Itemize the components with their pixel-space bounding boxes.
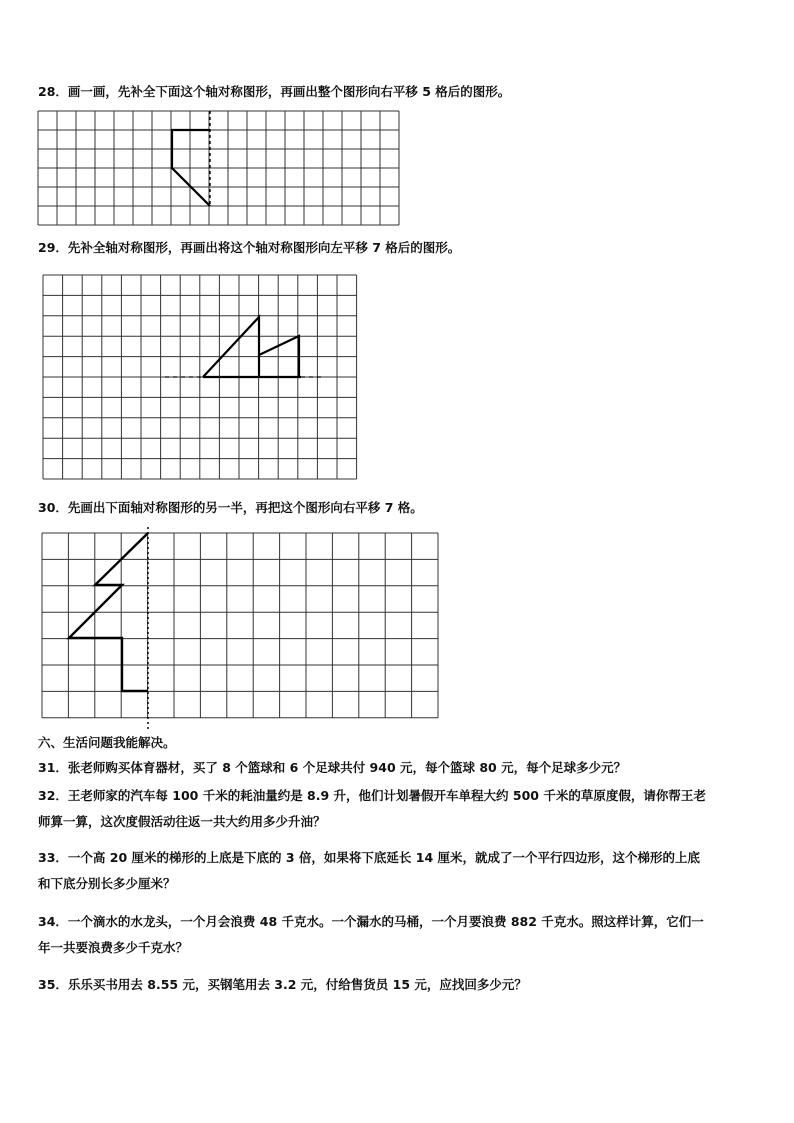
question-35: 35．乐乐买书用去 8.55 元，买钢笔用去 3.2 元，付给售货员 15 元，应找回多少元？ bbox=[38, 977, 527, 992]
question-28: 28．画一画，先补全下面这个轴对称图形，再画出整个图形向右平移 5 格后的图形。 bbox=[38, 84, 511, 99]
grid-q28[interactable] bbox=[38, 111, 400, 227]
question-34 bbox=[38, 909, 758, 961]
question-29: 29．先补全轴对称图形，再画出将这个轴对称图形向左平移 7 格后的图形。 bbox=[38, 240, 461, 255]
question-31: 31．张老师购买体育器材，买了 8 个篮球和 6 个足球共付 940 元，每个篮球 80 元，每个足球多少元？ bbox=[38, 760, 627, 775]
question-34-line-2: 年一共要浪费多少千克水？ bbox=[38, 940, 189, 955]
grid-lines bbox=[38, 111, 399, 225]
grid-lines bbox=[42, 533, 438, 718]
question-32-line-1: 32．王老师家的汽车每 100 千米的耗油量约是 8.9 升，他们计划暑假开车单程大约 500 千米的草原度假，请你帮王老 bbox=[38, 788, 706, 803]
grid-q29[interactable] bbox=[43, 275, 359, 480]
question-30: 30．先画出下面轴对称图形的另一半，再把这个图形向右平移 7 格。 bbox=[38, 500, 423, 515]
question-33 bbox=[38, 845, 758, 897]
question-33-line-2: 和下底分别长多少厘米？ bbox=[38, 876, 176, 891]
question-34-line-1: 34．一个滴水的水龙头，一个月会浪费 48 千克水。一个漏水的马桶，一个月要浪费 882 千克水。照这样计算，它们一 bbox=[38, 914, 704, 929]
question-33-line-1: 33．一个高 20 厘米的梯形的上底是下底的 3 倍，如果将下底延长 14 厘米，就成了一个平行四边形，这个梯形的上底 bbox=[38, 850, 700, 865]
half-figure-triangle-large bbox=[203, 317, 259, 377]
grid-q30[interactable] bbox=[42, 533, 439, 733]
question-32 bbox=[38, 783, 758, 835]
section-6-title: 六、生活问题我能解决。 bbox=[38, 735, 176, 750]
question-32-line-2: 师算一算，这次度假活动往返一共大约用多少升油？ bbox=[38, 814, 326, 829]
